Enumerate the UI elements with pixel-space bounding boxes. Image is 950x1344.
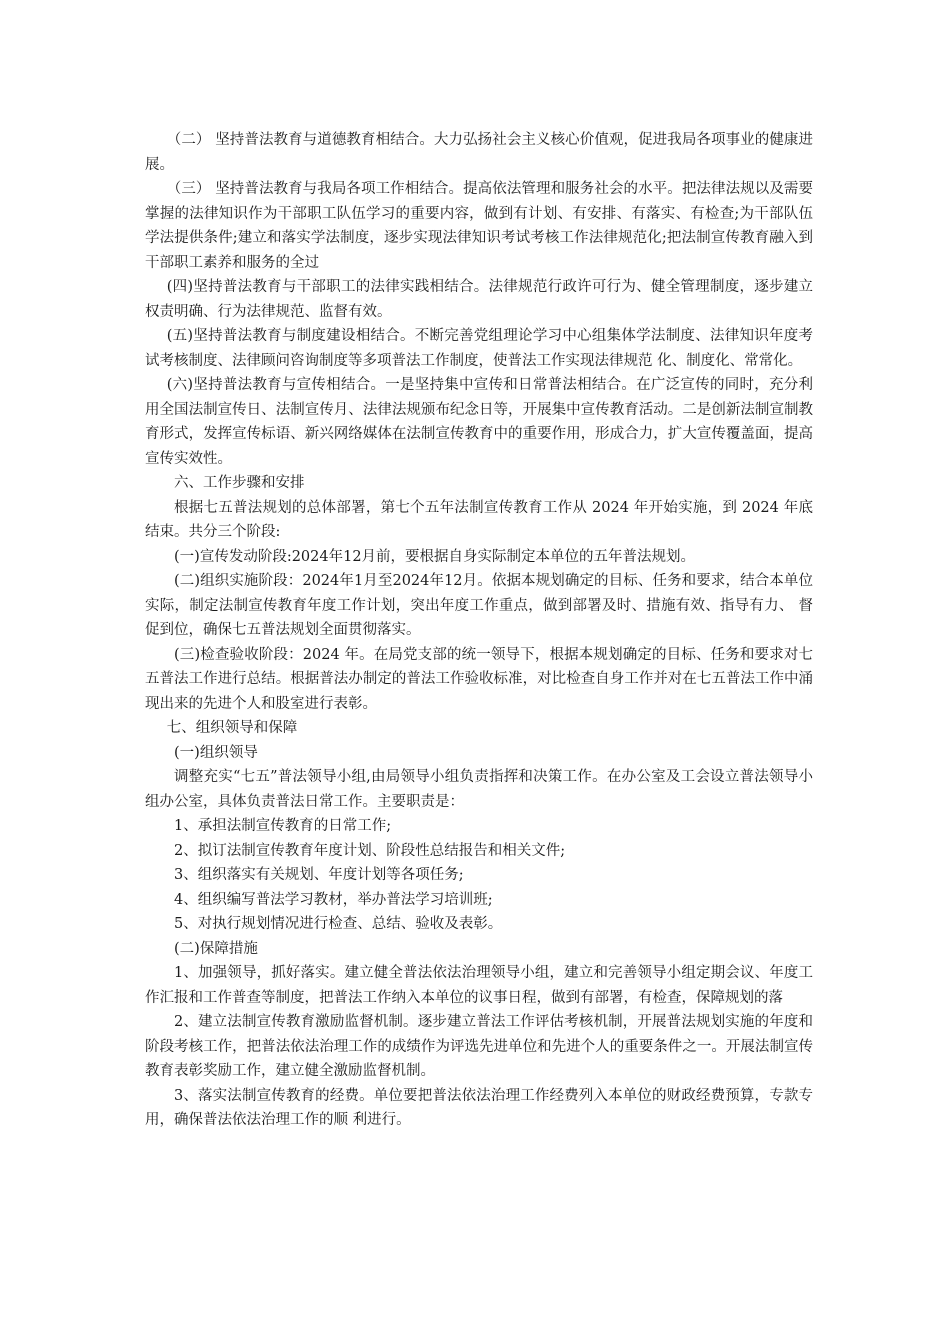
paragraph-leadership-group: 调整充实“七五”普法领导小组,由局领导小组负责指挥和决策工作。在办公室及工会设立普法领导小组办公室，具体负责普法日常工作。主要职责是： <box>145 769 813 810</box>
paragraph-principle-4: (四)坚持普法教育与干部职工的法律实践相结合。法律规范行政许可行为、健全管理制度，逐步建立权责明确、行为法律规范、监督有效。 <box>145 279 813 320</box>
list-item-duty-3: 3、组织落实有关规划、年度计划等各项任务; <box>174 867 464 883</box>
document-body <box>145 128 813 1133</box>
paragraph-safeguard-2: 2、建立法制宣传教育激励监督机制。逐步建立普法工作评估考核机制，开展普法规划实施的年度和阶段考核工作，把普法依法治理工作的成绩作为评选先进单位和先进个人的重要条件之一。开展法制宣传教育表彰奖励工作，建立健全激励监督机制。 <box>145 1014 813 1079</box>
paragraph-safeguard-3: 3、落实法制宣传教育的经费。单位要把普法依法治理工作经费列入本单位的财政经费预算，专款专用，确保普法依法治理工作的顺 利进行。 <box>145 1087 813 1128</box>
paragraph-stage-1: (一)宣传发动阶段:2024年12月前，要根据自身实际制定本单位的五年普法规划。 <box>174 548 696 565</box>
paragraph-principle-2: （二） 坚持普法教育与道德教育相结合。大力弘扬社会主义核心价值观，促进我局各项事业的健康进展。 <box>145 132 813 173</box>
paragraph-safeguard-1: 1、加强领导，抓好落实。建立健全普法依法治理领导小组，建立和完善领导小组定期会议、年度工作汇报和工作普查等制度，把普法工作纳入本单位的议事日程，做到有部署，有检查，保障规划的落 <box>145 965 813 1006</box>
section-heading-7: 七、组织领导和保障 <box>166 720 298 736</box>
paragraph-principle-3: （三） 坚持普法教育与我局各项工作相结合。提高依法管理和服务社会的水平。把法律法规以及需要掌握的法律知识作为干部职工队伍学习的重要内容，做到有计划、有安排、有落实、有检查;为干部队伍学法提供条件;建立和落实学法制度，逐步实现法律知识考试考核工作法律规范化;把法制宣传教育融入到干部职工素养和服务的全过 <box>145 181 813 271</box>
paragraph-principle-5: (五)坚持普法教育与制度建设相结合。不断完善党组理论学习中心组集体学法制度、法律知识年度考试考核制度、法律顾问咨询制度等多项普法工作制度，使普法工作实现法律规范 化、制度化、常常化。 <box>145 328 813 369</box>
paragraph-schedule-intro: 根据七五普法规划的总体部署，第七个五年法制宣传教育工作从 2024 年开始实施，到 2024 年底结束。共分三个阶段: <box>145 499 813 540</box>
list-item-duty-4: 4、组织编写普法学习教材，举办普法学习培训班; <box>174 891 493 908</box>
section-heading-6: 六、工作步骤和安排 <box>174 475 305 491</box>
paragraph-stage-3: (三)检查验收阶段：2024 年。在局党支部的统一领导下，根据本规划确定的目标、任务和要求对七五普法工作进行总结。根据普法办制定的普法工作验收标准，对比检查自身工作并对在七五普法工作中涌现出来的先进个人和股室进行表彰。 <box>145 646 813 712</box>
list-item-duty-5: 5、对执行规划情况进行检查、总结、验收及表彰。 <box>174 916 503 932</box>
paragraph-stage-2: (二)组织实施阶段：2024年1月至2024年12月。依据本规划确定的目标、任务和要求，结合本单位实际，制定法制宣传教育年度工作计划，突出年度工作重点，做到部署及时、措施有效、指导有力、 督促到位，确保七五普法规划全面贯彻落实。 <box>145 573 813 638</box>
subheading-organization: (一)组织领导 <box>174 744 258 761</box>
subheading-safeguards: (二)保障措施 <box>174 940 258 957</box>
paragraph-principle-6: (六)坚持普法教育与宣传相结合。一是坚持集中宣传和日常普法相结合。在广泛宣传的同时，充分利用全国法制宣传日、法制宣传月、法律法规颁布纪念日等，开展集中宣传教育活动。二是创新法制宣制教育形式，发挥宣传标语、新兴网络媒体在法制宣传教育中的重要作用，形成合力，扩大宣传覆盖面，提高宣传实效性。 <box>145 377 813 467</box>
list-item-duty-1: 1、承担法制宣传教育的日常工作; <box>174 818 392 834</box>
list-item-duty-2: 2、拟订法制宣传教育年度计划、阶段性总结报告和相关文件; <box>174 842 566 859</box>
